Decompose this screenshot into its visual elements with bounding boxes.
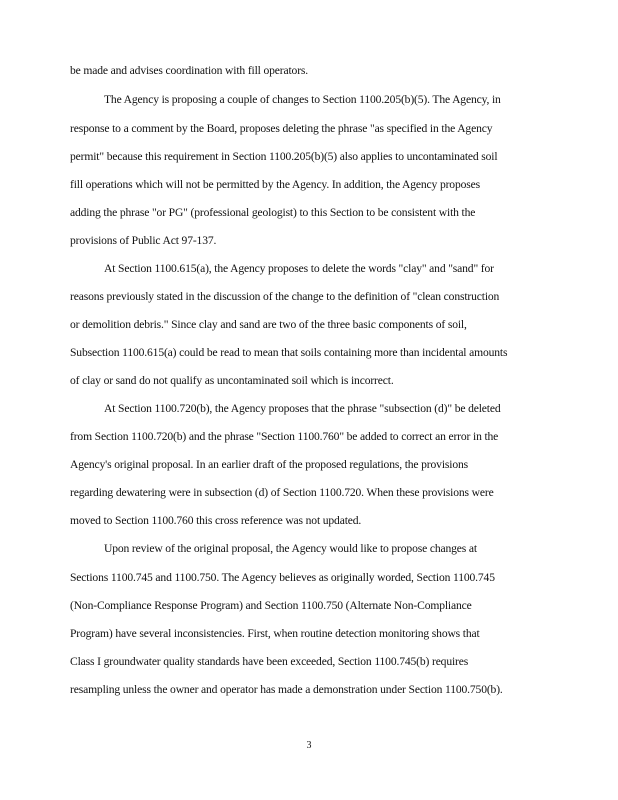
text-line: from Section 1100.720(b) and the phrase "Section 1100.760" be added to correct an error in the [70, 430, 499, 443]
text-line: reasons previously stated in the discussion of the change to the definition of "clean construction [70, 290, 500, 303]
text-line: Class I groundwater quality standards have been exceeded, Section 1100.745(b) requires [70, 655, 469, 668]
text-line: provisions of Public Act 97-137. [70, 234, 217, 247]
text-line: fill operations which will not be permitted by the Agency. In addition, the Agency proposes [70, 178, 480, 191]
text-line: moved to Section 1100.760 this cross reference was not updated. [70, 514, 362, 527]
text-line: resampling unless the owner and operator has made a demonstration under Section 1100.750(b). [70, 683, 503, 696]
text-line: adding the phrase "or PG" (professional geologist) to this Section to be consistent with the [70, 206, 476, 219]
text-line: At Section 1100.615(a), the Agency proposes to delete the words "clay" and "sand" for [104, 262, 494, 275]
text-line: Program) have several inconsistencies. First, when routine detection monitoring shows that [70, 627, 480, 640]
text-line: Agency's original proposal. In an earlier draft of the proposed regulations, the provisions [70, 458, 468, 471]
text-line: Sections 1100.745 and 1100.750. The Agency believes as originally worded, Section 1100.745 [70, 571, 495, 584]
text-line: permit" because this requirement in Section 1100.205(b)(5) also applies to uncontaminated soil [70, 150, 498, 163]
text-line: or demolition debris." Since clay and sand are two of the three basic components of soil, [70, 318, 467, 331]
text-line: regarding dewatering were in subsection (d) of Section 1100.720. When these provisions were [70, 486, 494, 499]
text-line: (Non-Compliance Response Program) and Section 1100.750 (Alternate Non-Compliance [70, 599, 472, 612]
text-line: Subsection 1100.615(a) could be read to mean that soils containing more than incidental amounts [70, 346, 508, 359]
text-line: response to a comment by the Board, proposes deleting the phrase "as specified in the Agency [70, 122, 493, 135]
text-line: The Agency is proposing a couple of changes to Section 1100.205(b)(5). The Agency, in [104, 93, 501, 106]
page-number: 3 [306, 740, 312, 751]
text-line: Upon review of the original proposal, the Agency would like to propose changes at [104, 542, 477, 555]
text-line: At Section 1100.720(b), the Agency proposes that the phrase "subsection (d)" be deleted [104, 402, 501, 415]
text-line: be made and advises coordination with fill operators. [70, 64, 309, 77]
text-line: of clay or sand do not qualify as uncontaminated soil which is incorrect. [70, 374, 394, 387]
